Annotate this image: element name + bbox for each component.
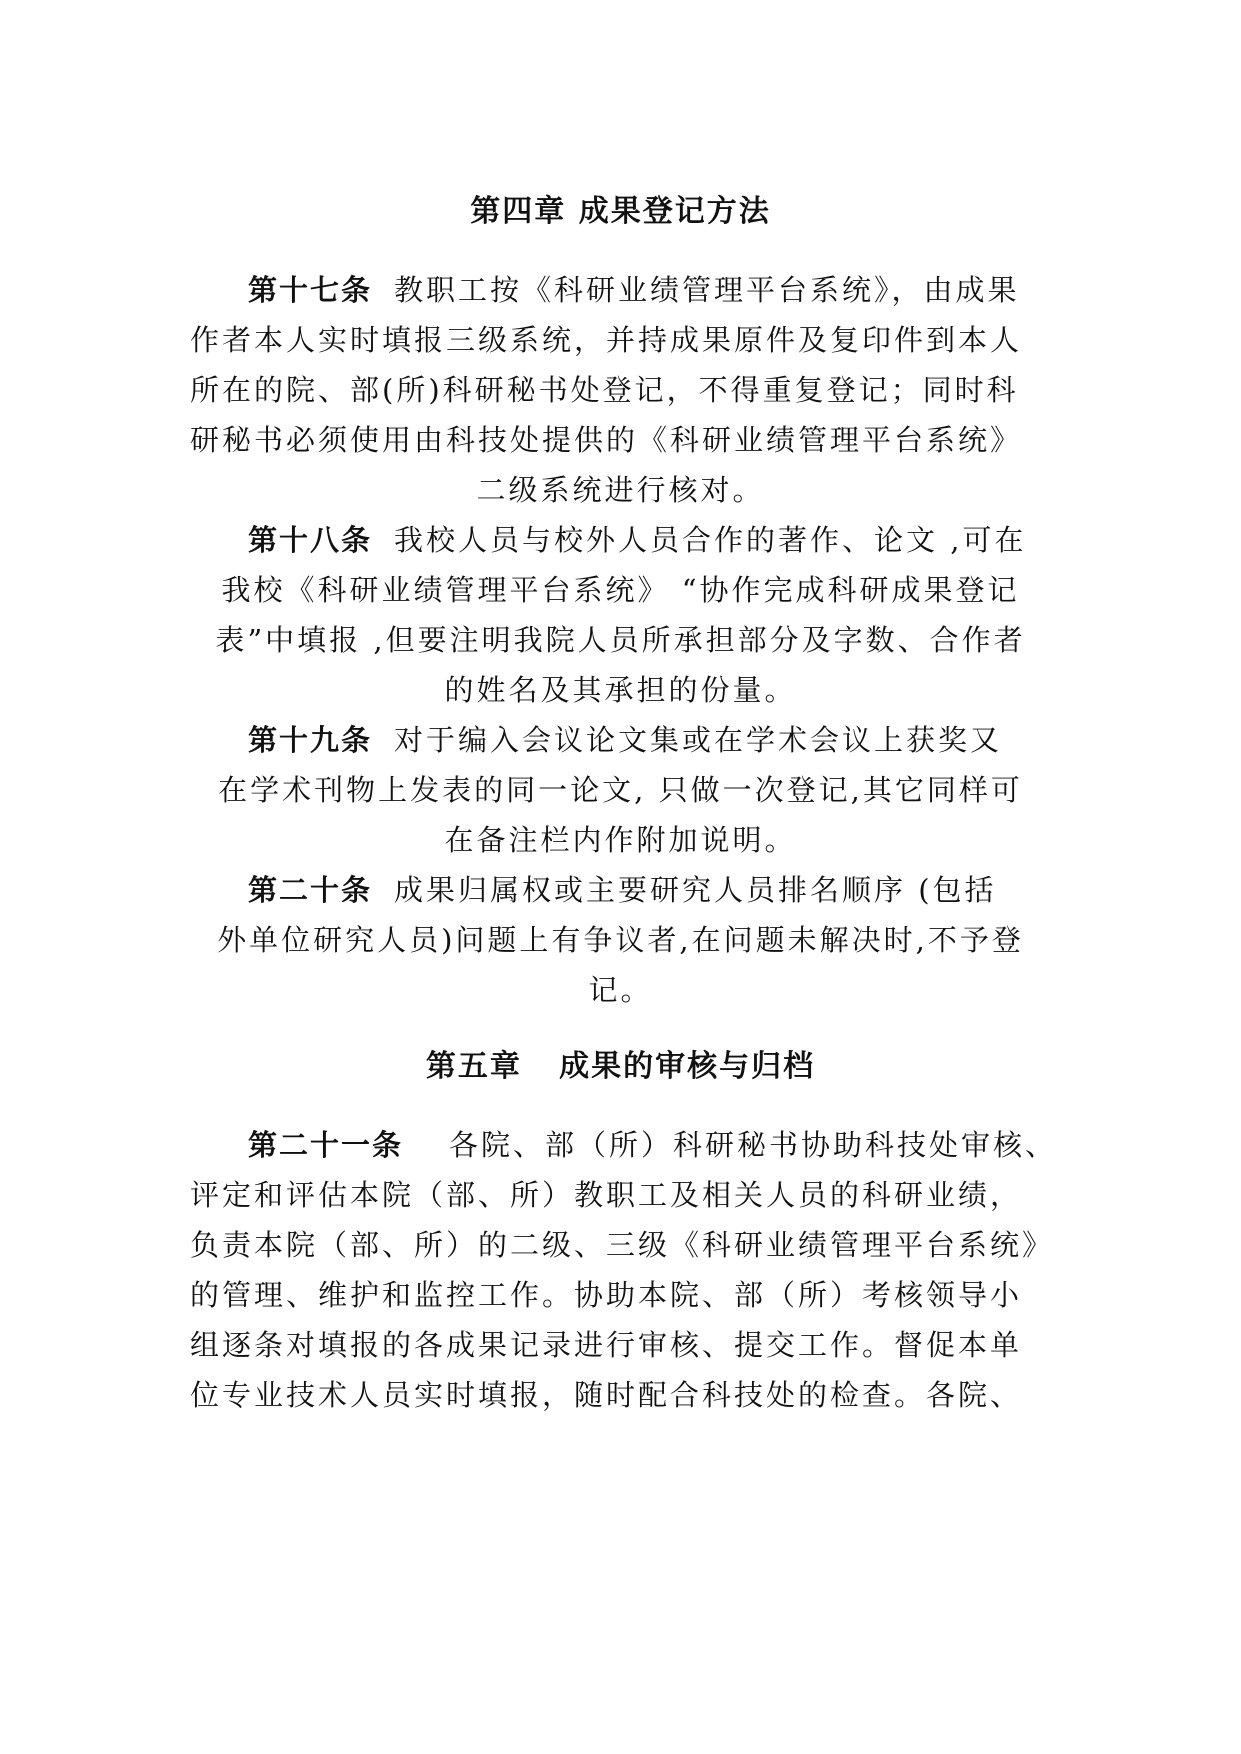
article-text-line: 的姓名及其承担的份量。 bbox=[444, 673, 797, 707]
article-17-first-line bbox=[0, 268, 1241, 312]
article-text: 对于编入会议论文集或在学术会议上获奖又 bbox=[394, 723, 1003, 757]
article-text: 教职工按《科研业绩管理平台系统》，由成果 bbox=[394, 273, 1020, 307]
article-21-first-line bbox=[0, 1123, 1241, 1167]
article-text-line: 在备注栏内作附加说明。 bbox=[444, 823, 797, 857]
article-text-line: 记。 bbox=[588, 973, 653, 1007]
article-text: 各院、部（所）科研秘书协助科技处审核、 bbox=[449, 1128, 1058, 1162]
article-text-line: 的管理、维护和监控工作。协助本院、部（所）考核领导小 bbox=[190, 1278, 1023, 1312]
article-label: 第十九条 bbox=[248, 723, 373, 757]
chapter-heading: 第四章 成果登记方法 bbox=[470, 194, 771, 229]
article-text-line: 在学术刊物上发表的同一论文, 只做一次登记,其它同样可 bbox=[218, 773, 1023, 807]
article-text-line: 研秘书必须使用由科技处提供的《科研业绩管理平台系统》 bbox=[190, 423, 1023, 457]
article-label: 第二十一条 bbox=[248, 1128, 404, 1162]
article-label: 第十八条 bbox=[248, 523, 373, 557]
article-text-line: 二级系统进行核对。 bbox=[476, 473, 765, 507]
article-label: 第十七条 bbox=[248, 273, 373, 307]
article-text-line: 评定和评估本院（部、所）教职工及相关人员的科研业绩， bbox=[190, 1178, 1023, 1212]
article-text-line: 表”中填报 ,但要注明我院人员所承担部分及字数、合作者 bbox=[215, 623, 1026, 657]
article-text-line: 所在的院、部(所)科研秘书处登记，不得重复登记；同时科 bbox=[190, 373, 1019, 407]
article-text: 我校人员与校外人员合作的著作、论文 ,可在 bbox=[394, 523, 1027, 557]
article-text: 成果归属权或主要研究人员排名顺序 (包括 bbox=[394, 873, 997, 907]
article-text-line: 组逐条对填报的各成果记录进行审核、提交工作。督促本单 bbox=[190, 1328, 1023, 1362]
article-text-line: 负责本院（部、所）的二级、三级《科研业绩管理平台系统》 bbox=[190, 1228, 1055, 1262]
article-18-first-line bbox=[0, 518, 1241, 562]
article-text-line: 外单位研究人员)问题上有争议者,在问题未解决时,不予登 bbox=[217, 923, 1024, 957]
article-20-first-line bbox=[0, 868, 1241, 912]
article-label: 第二十条 bbox=[248, 873, 373, 907]
article-text-line: 作者本人实时填报三级系统，并持成果原件及复印件到本人 bbox=[190, 323, 1023, 357]
article-text-line: 我校《科研业绩管理平台系统》 “协作完成科研成果登记 bbox=[221, 573, 1020, 607]
article-text-line: 位专业技术人员实时填报，随时配合科技处的检查。各院、 bbox=[190, 1378, 1023, 1412]
article-19-first-line bbox=[0, 718, 1241, 762]
chapter-heading: 第五章 成果的审核与归档 bbox=[425, 1049, 816, 1084]
